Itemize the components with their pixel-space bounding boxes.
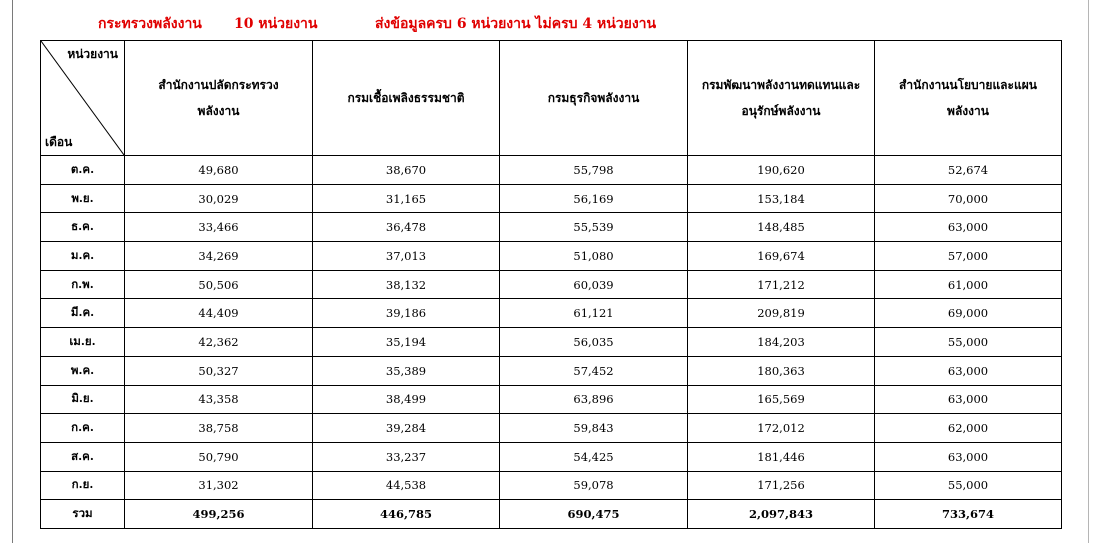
table-row <box>41 471 1062 500</box>
table-header-row <box>41 41 1062 156</box>
month-cell: ม.ค. <box>41 242 125 271</box>
value-cell: 180,363 <box>688 356 875 385</box>
corner-header-cell <box>41 41 125 156</box>
month-cell: ก.ค. <box>41 414 125 443</box>
value-cell: 31,165 <box>313 184 500 213</box>
value-cell: 39,186 <box>313 299 500 328</box>
value-cell: 38,758 <box>125 414 313 443</box>
value-cell: 59,843 <box>500 414 688 443</box>
value-cell: 50,506 <box>125 270 313 299</box>
value-cell: 169,674 <box>688 242 875 271</box>
value-cell: 59,078 <box>500 471 688 500</box>
value-cell: 63,000 <box>875 213 1062 242</box>
value-cell: 50,327 <box>125 356 313 385</box>
table-row <box>41 328 1062 357</box>
month-cell: พ.ย. <box>41 184 125 213</box>
value-cell: 184,203 <box>688 328 875 357</box>
corner-label-department: หน่วยงาน <box>67 47 118 61</box>
value-cell: 63,000 <box>875 356 1062 385</box>
value-cell: 34,269 <box>125 242 313 271</box>
value-cell: 190,620 <box>688 156 875 185</box>
value-cell: 57,452 <box>500 356 688 385</box>
value-cell: 63,896 <box>500 385 688 414</box>
value-cell: 31,302 <box>125 471 313 500</box>
total-value-cell: 690,475 <box>500 500 688 529</box>
value-cell: 44,538 <box>313 471 500 500</box>
column-header: กรมพัฒนาพลังงานทดแทนและอนุรักษ์พลังงาน <box>688 41 875 156</box>
month-cell: มี.ค. <box>41 299 125 328</box>
total-value-cell: 499,256 <box>125 500 313 529</box>
value-cell: 63,000 <box>875 385 1062 414</box>
value-cell: 52,674 <box>875 156 1062 185</box>
title-submission-status: ส่งข้อมูลครบ 6 หน่วยงาน ไม่ครบ 4 หน่วยงาน <box>375 16 657 32</box>
value-cell: 70,000 <box>875 184 1062 213</box>
value-cell: 39,284 <box>313 414 500 443</box>
value-cell: 56,035 <box>500 328 688 357</box>
value-cell: 171,212 <box>688 270 875 299</box>
value-cell: 37,013 <box>313 242 500 271</box>
month-cell: ก.พ. <box>41 270 125 299</box>
total-value-cell: 446,785 <box>313 500 500 529</box>
value-cell: 171,256 <box>688 471 875 500</box>
value-cell: 55,000 <box>875 471 1062 500</box>
total-row <box>41 500 1062 529</box>
table-row <box>41 270 1062 299</box>
value-cell: 60,039 <box>500 270 688 299</box>
column-header: สำนักงานนโยบายและแผนพลังงาน <box>875 41 1062 156</box>
column-header: กรมเชื้อเพลิงธรรมชาติ <box>313 41 500 156</box>
month-cell: ต.ค. <box>41 156 125 185</box>
table-row <box>41 442 1062 471</box>
table-row <box>41 299 1062 328</box>
month-cell: ส.ค. <box>41 442 125 471</box>
total-value-cell: 733,674 <box>875 500 1062 529</box>
month-cell: เม.ย. <box>41 328 125 357</box>
value-cell: 55,000 <box>875 328 1062 357</box>
page-left-border <box>12 0 13 543</box>
value-cell: 63,000 <box>875 442 1062 471</box>
page-right-border <box>1088 0 1089 543</box>
value-cell: 43,358 <box>125 385 313 414</box>
value-cell: 51,080 <box>500 242 688 271</box>
table-row <box>41 184 1062 213</box>
month-cell: พ.ค. <box>41 356 125 385</box>
value-cell: 33,466 <box>125 213 313 242</box>
month-cell: ธ.ค. <box>41 213 125 242</box>
value-cell: 181,446 <box>688 442 875 471</box>
table-row <box>41 156 1062 185</box>
value-cell: 69,000 <box>875 299 1062 328</box>
value-cell: 33,237 <box>313 442 500 471</box>
total-value-cell: 2,097,843 <box>688 500 875 529</box>
value-cell: 62,000 <box>875 414 1062 443</box>
value-cell: 57,000 <box>875 242 1062 271</box>
value-cell: 30,029 <box>125 184 313 213</box>
total-label-cell: รวม <box>41 500 125 529</box>
value-cell: 61,000 <box>875 270 1062 299</box>
value-cell: 44,409 <box>125 299 313 328</box>
value-cell: 42,362 <box>125 328 313 357</box>
value-cell: 35,194 <box>313 328 500 357</box>
value-cell: 172,012 <box>688 414 875 443</box>
energy-data-table <box>40 40 1062 529</box>
table-row <box>41 414 1062 443</box>
value-cell: 38,132 <box>313 270 500 299</box>
month-cell: มิ.ย. <box>41 385 125 414</box>
value-cell: 35,389 <box>313 356 500 385</box>
column-header: กรมธุรกิจพลังงาน <box>500 41 688 156</box>
corner-label-month: เดือน <box>45 135 73 149</box>
value-cell: 55,798 <box>500 156 688 185</box>
title-unit-count: 10 หน่วยงาน <box>234 16 318 32</box>
value-cell: 61,121 <box>500 299 688 328</box>
document-title <box>0 13 1093 35</box>
value-cell: 148,485 <box>688 213 875 242</box>
value-cell: 165,569 <box>688 385 875 414</box>
value-cell: 54,425 <box>500 442 688 471</box>
value-cell: 50,790 <box>125 442 313 471</box>
value-cell: 209,819 <box>688 299 875 328</box>
table-row <box>41 385 1062 414</box>
value-cell: 153,184 <box>688 184 875 213</box>
table-row <box>41 242 1062 271</box>
table-row <box>41 356 1062 385</box>
value-cell: 36,478 <box>313 213 500 242</box>
value-cell: 49,680 <box>125 156 313 185</box>
table-row <box>41 213 1062 242</box>
value-cell: 38,499 <box>313 385 500 414</box>
month-cell: ก.ย. <box>41 471 125 500</box>
title-ministry: กระทรวงพลังงาน <box>98 16 202 32</box>
value-cell: 56,169 <box>500 184 688 213</box>
column-header: สำนักงานปลัดกระทรวงพลังงาน <box>125 41 313 156</box>
value-cell: 55,539 <box>500 213 688 242</box>
value-cell: 38,670 <box>313 156 500 185</box>
